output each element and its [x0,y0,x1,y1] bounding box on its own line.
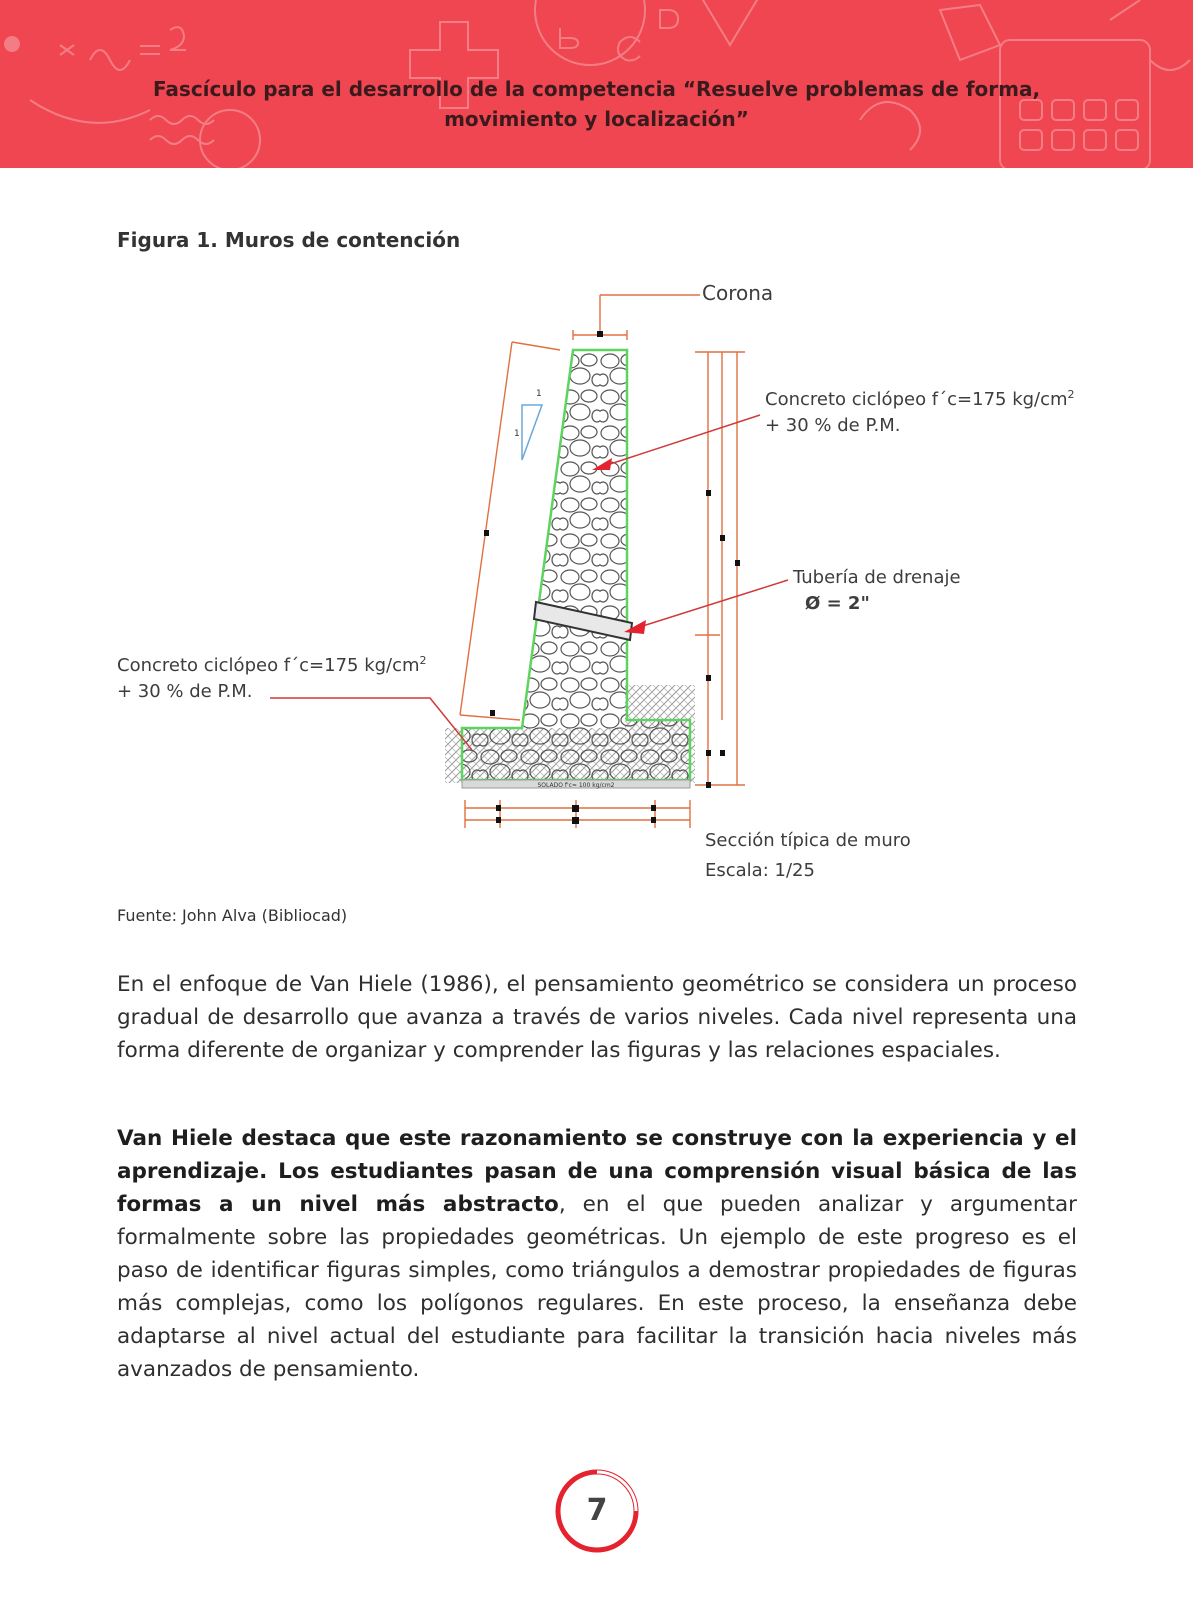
paragraph-2 [117,1122,1077,1386]
page-number-badge [554,1468,640,1554]
concrete-right-line2: + 30 % de P.M. [765,415,901,436]
slope-label-b: 1 [514,429,520,439]
paragraph-2-rest: , en el que pueden analizar y argumentar formalmente sobre las propiedades geométricas. Un ejemplo de este progreso es el paso de identificar figuras simples, como triángulos a demostrar propiedades de figuras más complejas, como los polígonos regulares. En este proceso, la enseñanza debe adaptarse al nivel actual del estudiante para facilitar la transición hacia niveles más avanzados de pensamiento. [117,1192,1077,1382]
paragraph-2-bold: Van Hiele destaca que este razonamiento se construye con la experiencia y el aprendizaje. Los estudiantes pasan de una comprensión visual básica de las formas a un nivel más abstracto [117,1126,1077,1217]
figure-source: Fuente: John Alva (Bibliocad) [117,906,348,925]
figure-title: Figura 1. Muros de contención [117,228,461,252]
section-line2: Escala: 1/25 [705,860,815,881]
page-number: 7 [586,1493,608,1528]
slope-label-a: 1 [536,389,542,399]
header-title-line2: movimiento y localización” [444,107,749,131]
drainage-label [793,565,961,617]
header-title-line1: Fascículo para el desarrollo de la competencia “Resuelve problemas de forma, [152,77,1041,101]
section-line1: Sección típica de muro [705,830,911,851]
concrete-left-label [117,648,427,705]
concrete-left-line1: Concreto ciclópeo f´c=175 kg/cm [117,655,420,676]
drainage-line2: Ø = 2" [805,593,870,614]
solado-text: SOLADO f'c= 100 kg/cm2 [537,782,615,789]
page-header [0,0,1193,168]
paragraph-1: En el enfoque de Van Hiele (1986), el pensamiento geométrico se considera un proceso gradual de desarrollo que avanza a través de varios niveles. Cada nivel representa una forma diferente de organizar y comprender las figuras y las relaciones espaciales. [117,972,1077,1063]
concrete-left-sup: 2 [419,654,427,667]
corona-label: Corona [702,281,774,305]
drainage-line1: Tubería de drenaje [793,567,961,588]
concrete-right-label [765,382,1075,439]
concrete-right-line1: Concreto ciclópeo f´c=175 kg/cm [765,389,1068,410]
slope-triangle [522,405,542,460]
concrete-left-line2: + 30 % de P.M. [117,681,253,702]
section-label [705,826,911,886]
header-title [60,74,1133,134]
concrete-right-sup: 2 [1067,388,1075,401]
